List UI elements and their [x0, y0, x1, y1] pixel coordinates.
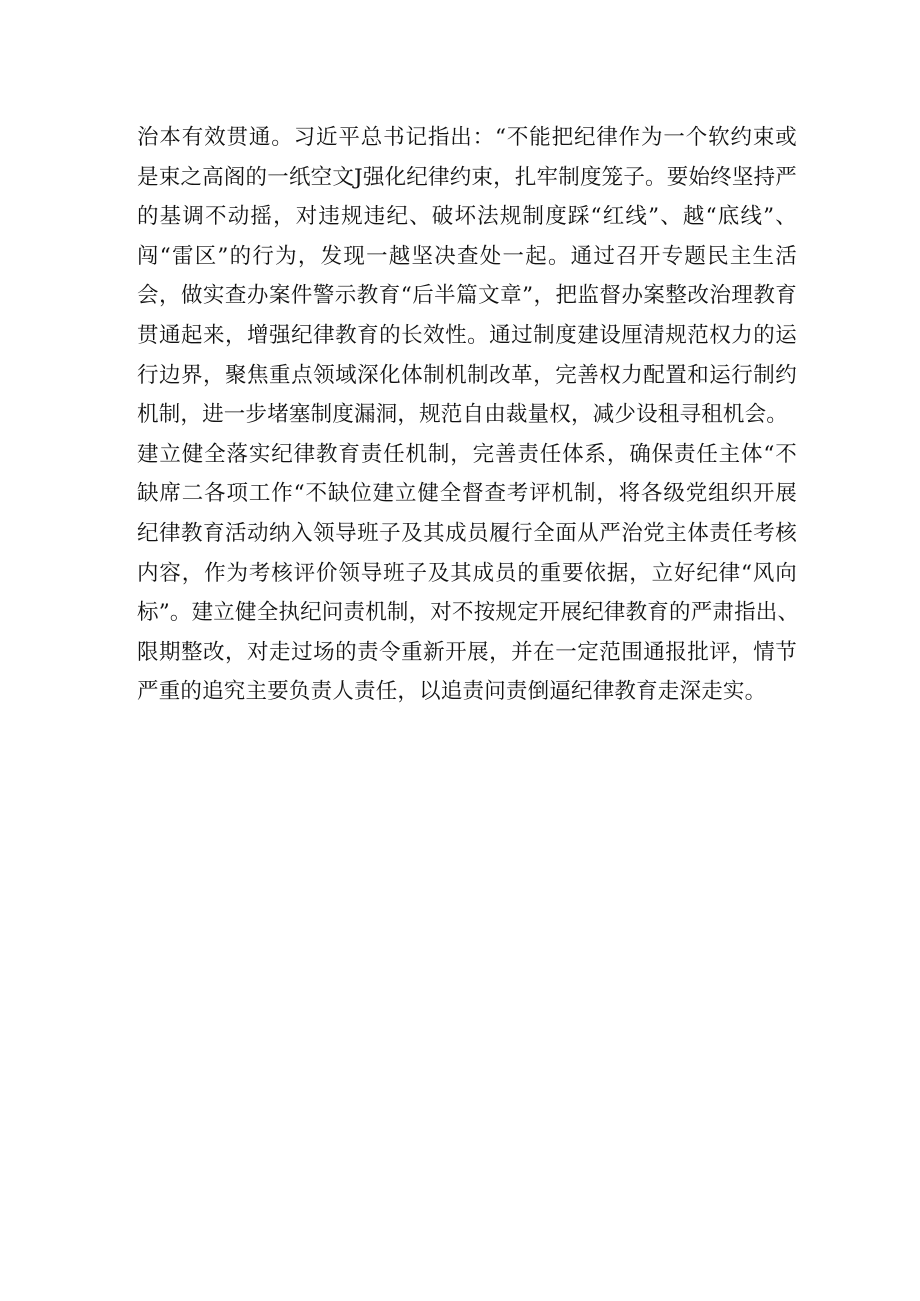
text-line: 缺席二各项工作“不缺位建立健全督查考评机制，将各级党组织开展	[137, 481, 797, 507]
text-line: 会，做实查办案件警示教育“后半篇文章”，把监督办案整改治理教育	[137, 283, 797, 309]
text-line: 机制，进一步堵塞制度漏洞，规范自由裁量权，减少设租寻租机会。	[137, 402, 789, 428]
text-line: 的基调不动摇，对违规违纪、破坏法规制度踩“红线”、越“底线”、	[137, 204, 797, 230]
text-line: 贯通起来，增强纪律教育的长效性。通过制度建设厘清规范权力的运	[137, 322, 797, 348]
text-line: 限期整改，对走过场的责令重新开展，并在一定范围通报批评，情节	[137, 639, 797, 665]
text-line: 行边界，聚焦重点领域深化体制机制改革，完善权力配置和运行制约	[137, 362, 797, 388]
text-line: 严重的追究主要负责人责任，以追责问责倒逼纪律教育走深走实。	[137, 679, 767, 705]
text-line: 闯“雷区”的行为，发现一越坚决查处一起。通过召开专题民主生活	[137, 243, 797, 269]
body-paragraph	[137, 118, 800, 712]
text-line: 是束之高阁的一纸空文J强化纪律约束，扎牢制度笼子。要始终坚持严	[137, 164, 797, 190]
text-line: 治本有效贯通。习近平总书记指出：“不能把纪律作为一个软约束或	[137, 125, 797, 150]
text-line: 纪律教育活动纳入领导班子及其成员履行全面从严治党主体责任考核	[137, 520, 797, 546]
text-line: 建立健全落实纪律教育责任机制，完善责任体系，确保责任主体“不	[137, 441, 797, 467]
text-line: 内容，作为考核评价领导班子及其成员的重要依据，立好纪律“风向	[137, 560, 797, 586]
text-line: 标”。建立健全执纪问责机制，对不按规定开展纪律教育的严肃指出、	[137, 600, 800, 626]
